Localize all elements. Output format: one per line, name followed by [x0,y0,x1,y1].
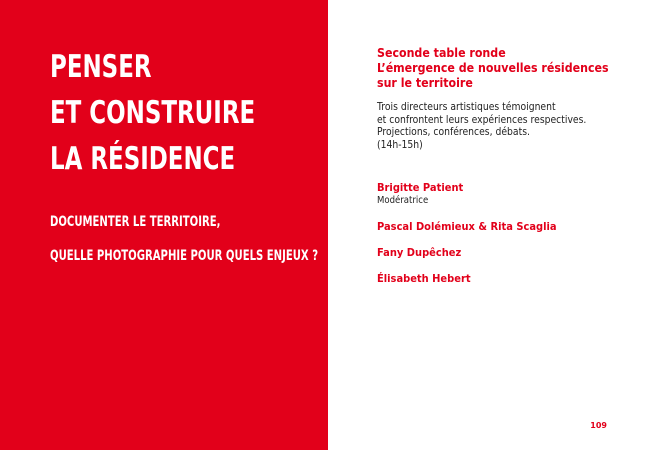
description-line-3: Projections, conférences, débats. [377,126,530,138]
participant-name: Pascal Dolémieux & Rita Scaglia [377,220,557,233]
subtitle-line-1: DOCUMENTER LE TERRITOIRE, [50,214,221,230]
participant-3 [377,246,461,260]
section-title [377,46,609,91]
main-title-line-2: ET CONSTRUIRE [50,95,256,131]
main-title-line-3: LA RÉSIDENCE [50,141,236,177]
section-title-line-1: Seconde table ronde [377,46,506,60]
participant-1 [377,181,463,207]
participant-2 [377,220,557,234]
description-line-2: et confrontent leurs expériences respectives. [377,113,587,126]
session-description [377,101,586,151]
subtitle [50,212,318,280]
section-title-line-2: L’émergence de nouvelles résidences [377,61,609,75]
participant-name: Fany Dupêchez [377,246,462,259]
description-line-4: (14h-15h) [377,138,423,151]
participant-role: Modératrice [377,195,429,206]
participant-name: Brigitte Patient [377,181,464,194]
main-title [50,44,255,182]
right-page [328,0,655,450]
main-title-line-1: PENSER [50,49,152,85]
participant-name: Élisabeth Hebert [377,272,471,285]
description-line-1: Trois directeurs artistiques témoignent [377,101,556,113]
subtitle-line-2: QUELLE PHOTOGRAPHIE POUR QUELS ENJEUX ? [50,248,319,264]
participant-4 [377,272,471,286]
page-number: 109 [590,421,607,430]
section-title-line-3: sur le territoire [377,76,473,90]
